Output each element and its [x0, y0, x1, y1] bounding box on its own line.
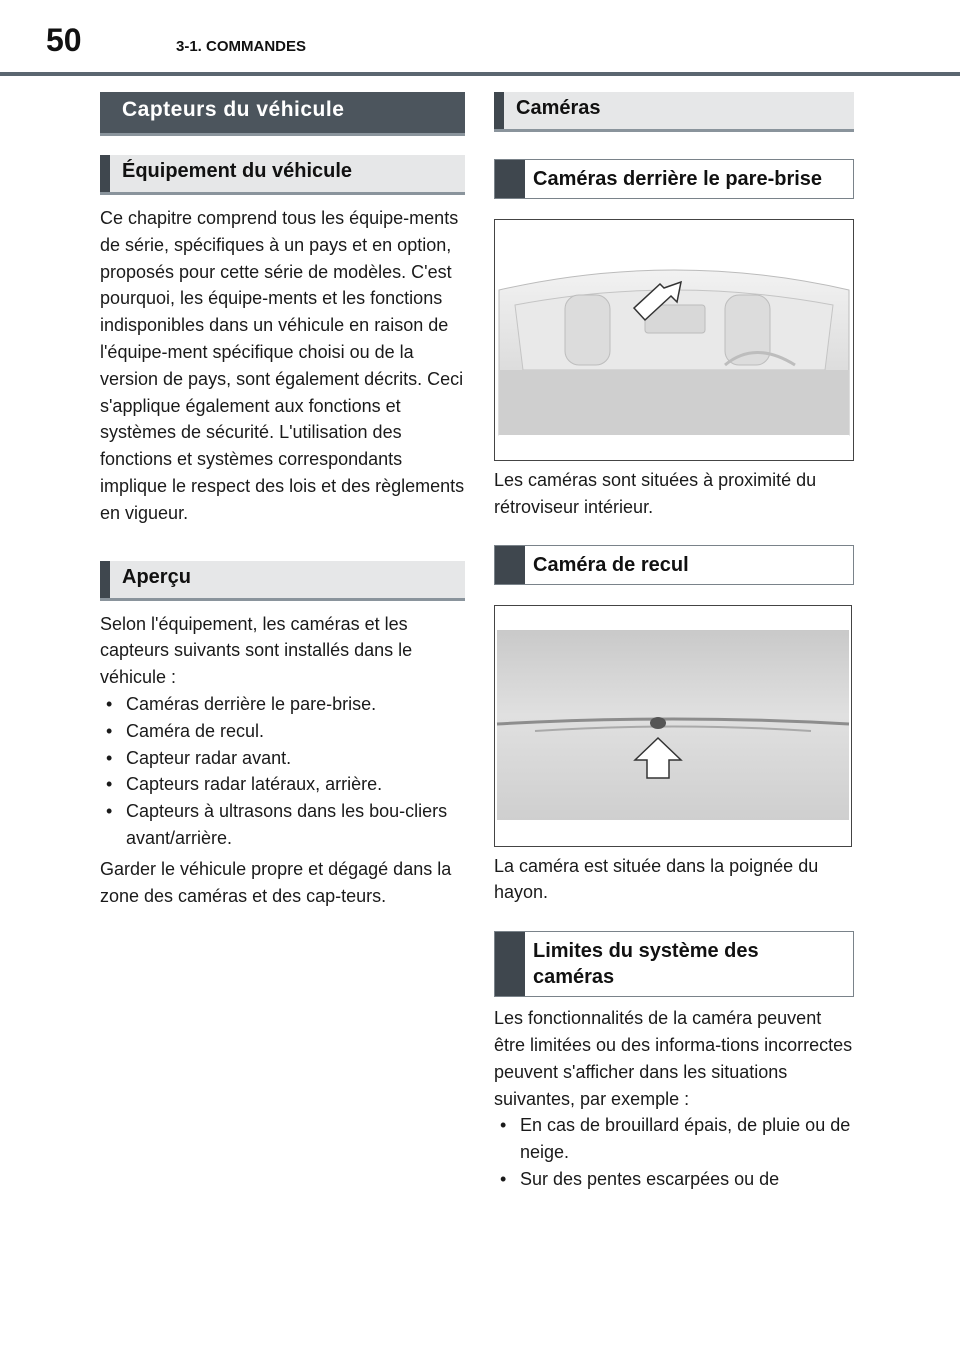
cameras-heading-text: Caméras [516, 97, 601, 119]
equipment-paragraph: Ce chapitre comprend tous les équipe-ments de série, spécifiques à un pays et en option, proposés pour cette série de modèles. C'est pourquoi, les équipe-ments et les fonctions indisponibles dans un véhicule en raison de l'équipe-ment spécifique choisi ou de la version de pays, sont également décrits. Ceci s'applique également aux fonctions et systèmes de sécurité. L'utilisation des fonctions et systèmes correspondants implique le respect des lois et des règlements en vigueur. [100, 208, 465, 523]
overview-outro: Garder le véhicule propre et dégagé dans la zone des caméras et des cap-teurs. [100, 858, 452, 906]
windshield-camera-figure [494, 219, 854, 461]
chapter-heading [100, 92, 465, 133]
windshield-cameras-heading-text: Caméras derrière le pare-brise [533, 168, 823, 190]
section-title: 3-1. COMMANDES [176, 38, 307, 55]
windshield-caption: Les caméras sont situées à proximité du rétroviseur intérieur. [494, 470, 817, 517]
cameras-heading [494, 92, 854, 132]
windshield-camera-illustration-icon [495, 220, 853, 460]
windshield-cameras-heading [494, 159, 854, 199]
equipment-heading-text: Équipement du véhicule [122, 160, 353, 182]
heading-bar [495, 932, 525, 996]
list-item: • Sur des pentes escarpées ou de [494, 1166, 854, 1193]
sensor-list [100, 691, 465, 852]
heading-bar [494, 92, 504, 129]
limits-intro: Les fonctionnalités de la caméra peuvent être limitées ou des informa-tions incorrectes peuvent s'afficher dans les situations suivantes, par exemple : [494, 1008, 853, 1109]
page-number: 50 [46, 22, 82, 58]
camera-limits-heading-text: Limites du système des caméras [533, 940, 759, 989]
header-divider [0, 72, 960, 76]
rear-camera-figure [494, 605, 852, 847]
overview-heading [100, 561, 465, 601]
chapter-heading-text: Capteurs du véhicule [122, 98, 345, 121]
list-item: • Capteur radar avant. [100, 745, 465, 772]
rear-camera-illustration-icon [495, 606, 851, 846]
chapter-heading-rule [100, 133, 465, 136]
right-column [494, 92, 854, 1193]
left-column [100, 92, 465, 909]
camera-limits-heading [494, 931, 854, 997]
heading-bar [100, 155, 110, 192]
list-item: • Caméra de recul. [100, 718, 465, 745]
page-header [0, 0, 960, 76]
limits-list [494, 1112, 854, 1192]
list-item: • Capteurs à ultrasons dans les bou-cliers avant/arrière. [100, 798, 465, 852]
rear-camera-heading [494, 545, 854, 585]
equipment-heading [100, 155, 465, 195]
list-item: • En cas de brouillard épais, de pluie ou de neige. [494, 1112, 854, 1166]
overview-heading-text: Aperçu [122, 565, 191, 588]
heading-bar [495, 546, 525, 584]
overview-intro: Selon l'équipement, les caméras et les capteurs suivants sont installés dans le véhicule : [100, 613, 413, 688]
heading-bar [495, 160, 525, 198]
list-item: • Capteurs radar latéraux, arrière. [100, 771, 465, 798]
rear-camera-caption: La caméra est située dans la poignée du hayon. [494, 855, 819, 903]
list-item: • Caméras derrière le pare-brise. [100, 691, 465, 718]
rear-camera-heading-text: Caméra de recul [533, 553, 689, 576]
heading-bar [100, 561, 110, 598]
